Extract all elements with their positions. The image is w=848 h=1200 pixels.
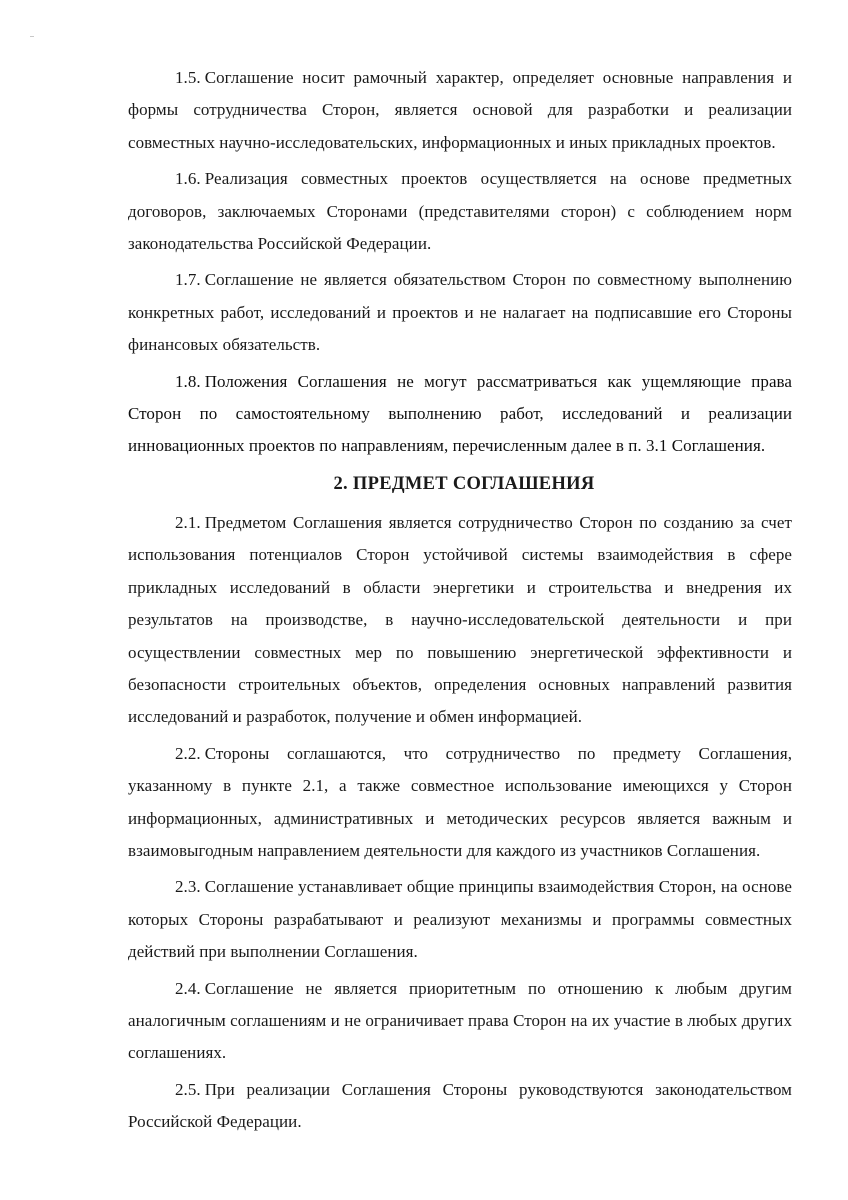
- clause-text: Соглашение не является обязательством Сторон по совместному выполнению конкретных работ, исследований и проектов и не налагает на подписавшие его Стороны финансовых обязательств.: [128, 270, 792, 355]
- scan-mark: [30, 36, 34, 37]
- clause-text: При реализации Соглашения Стороны руководствуются законодательством Российской Федерации.: [128, 1079, 792, 1132]
- section-heading: 2. ПРЕДМЕТ СОГЛАШЕНИЯ: [333, 473, 595, 494]
- clause-text: Положения Соглашения не могут рассматриваться как ущемляющие права Сторон по самостоятельному выполнению работ, исследований и реализации инновационных проектов по направлениям, перечисленным далее в п. 3.1 Соглашения.: [128, 371, 792, 456]
- clause-2-4: [128, 973, 792, 1070]
- clause-2-1: [128, 507, 792, 734]
- clause-text: Соглашение носит рамочный характер, определяет основные направления и формы сотрудничества Сторон, является основой для разработки и реализации совместных научно-исследовательских, информационных и иных прикладных проектов.: [128, 68, 792, 152]
- clause-number: 1.6.: [175, 169, 201, 189]
- clause-number: 1.5.: [175, 68, 201, 87]
- clause-1-7: [128, 264, 792, 361]
- clause-number: 2.4.: [175, 978, 201, 998]
- clause-2-3: [128, 871, 792, 968]
- clause-text: Предметом Соглашения является сотрудничество Сторон по созданию за счет использования потенциалов Сторон устойчивой системы взаимодействия в сфере прикладных исследований в области энергетики и строительства и внедрения их результатов на производстве, в научно-исследовательской деятельности и при осуществлении совместных мер по повышению энергетической эффективности и безопасности строительных объектов, определения основных направлений развития исследований и разработок, получение и обмен информацией.: [128, 512, 792, 727]
- clause-1-5: [128, 62, 792, 159]
- clause-number: 2.3.: [175, 877, 201, 897]
- clause-2-2: [128, 738, 792, 868]
- clause-number: 2.1.: [175, 512, 201, 532]
- clause-number: 1.8.: [175, 371, 201, 391]
- document-body: [128, 62, 792, 1143]
- clause-1-6: [128, 163, 792, 260]
- clause-number: 1.7.: [175, 270, 201, 290]
- clause-text: Реализация совместных проектов осуществляется на основе предметных договоров, заключаемых Сторонами (представителями сторон) с соблюдением норм законодательства Российской Федерации.: [128, 169, 792, 254]
- clause-2-5: [128, 1074, 792, 1139]
- clause-number: 2.2.: [175, 743, 201, 763]
- clause-text: Стороны соглашаются, что сотрудничество по предмету Соглашения, указанному в пункте 2.1, а также совместное использование имеющихся у Сторон информационных, административных и методических ресурсов является важным и взаимовыгодным направлением деятельности для каждого из участников Соглашения.: [128, 743, 792, 860]
- clause-text: Соглашение устанавливает общие принципы взаимодействия Сторон, на основе которых Стороны разрабатывают и реализуют механизмы и программы совместных действий при выполнении Соглашения.: [128, 877, 792, 962]
- clause-1-8: [128, 366, 792, 463]
- clause-text: Соглашение не является приоритетным по отношению к любым другим аналогичным соглашениям и не ограничивает права Сторон на их участие в любых других соглашениях.: [128, 978, 792, 1063]
- clause-number: 2.5.: [175, 1079, 201, 1099]
